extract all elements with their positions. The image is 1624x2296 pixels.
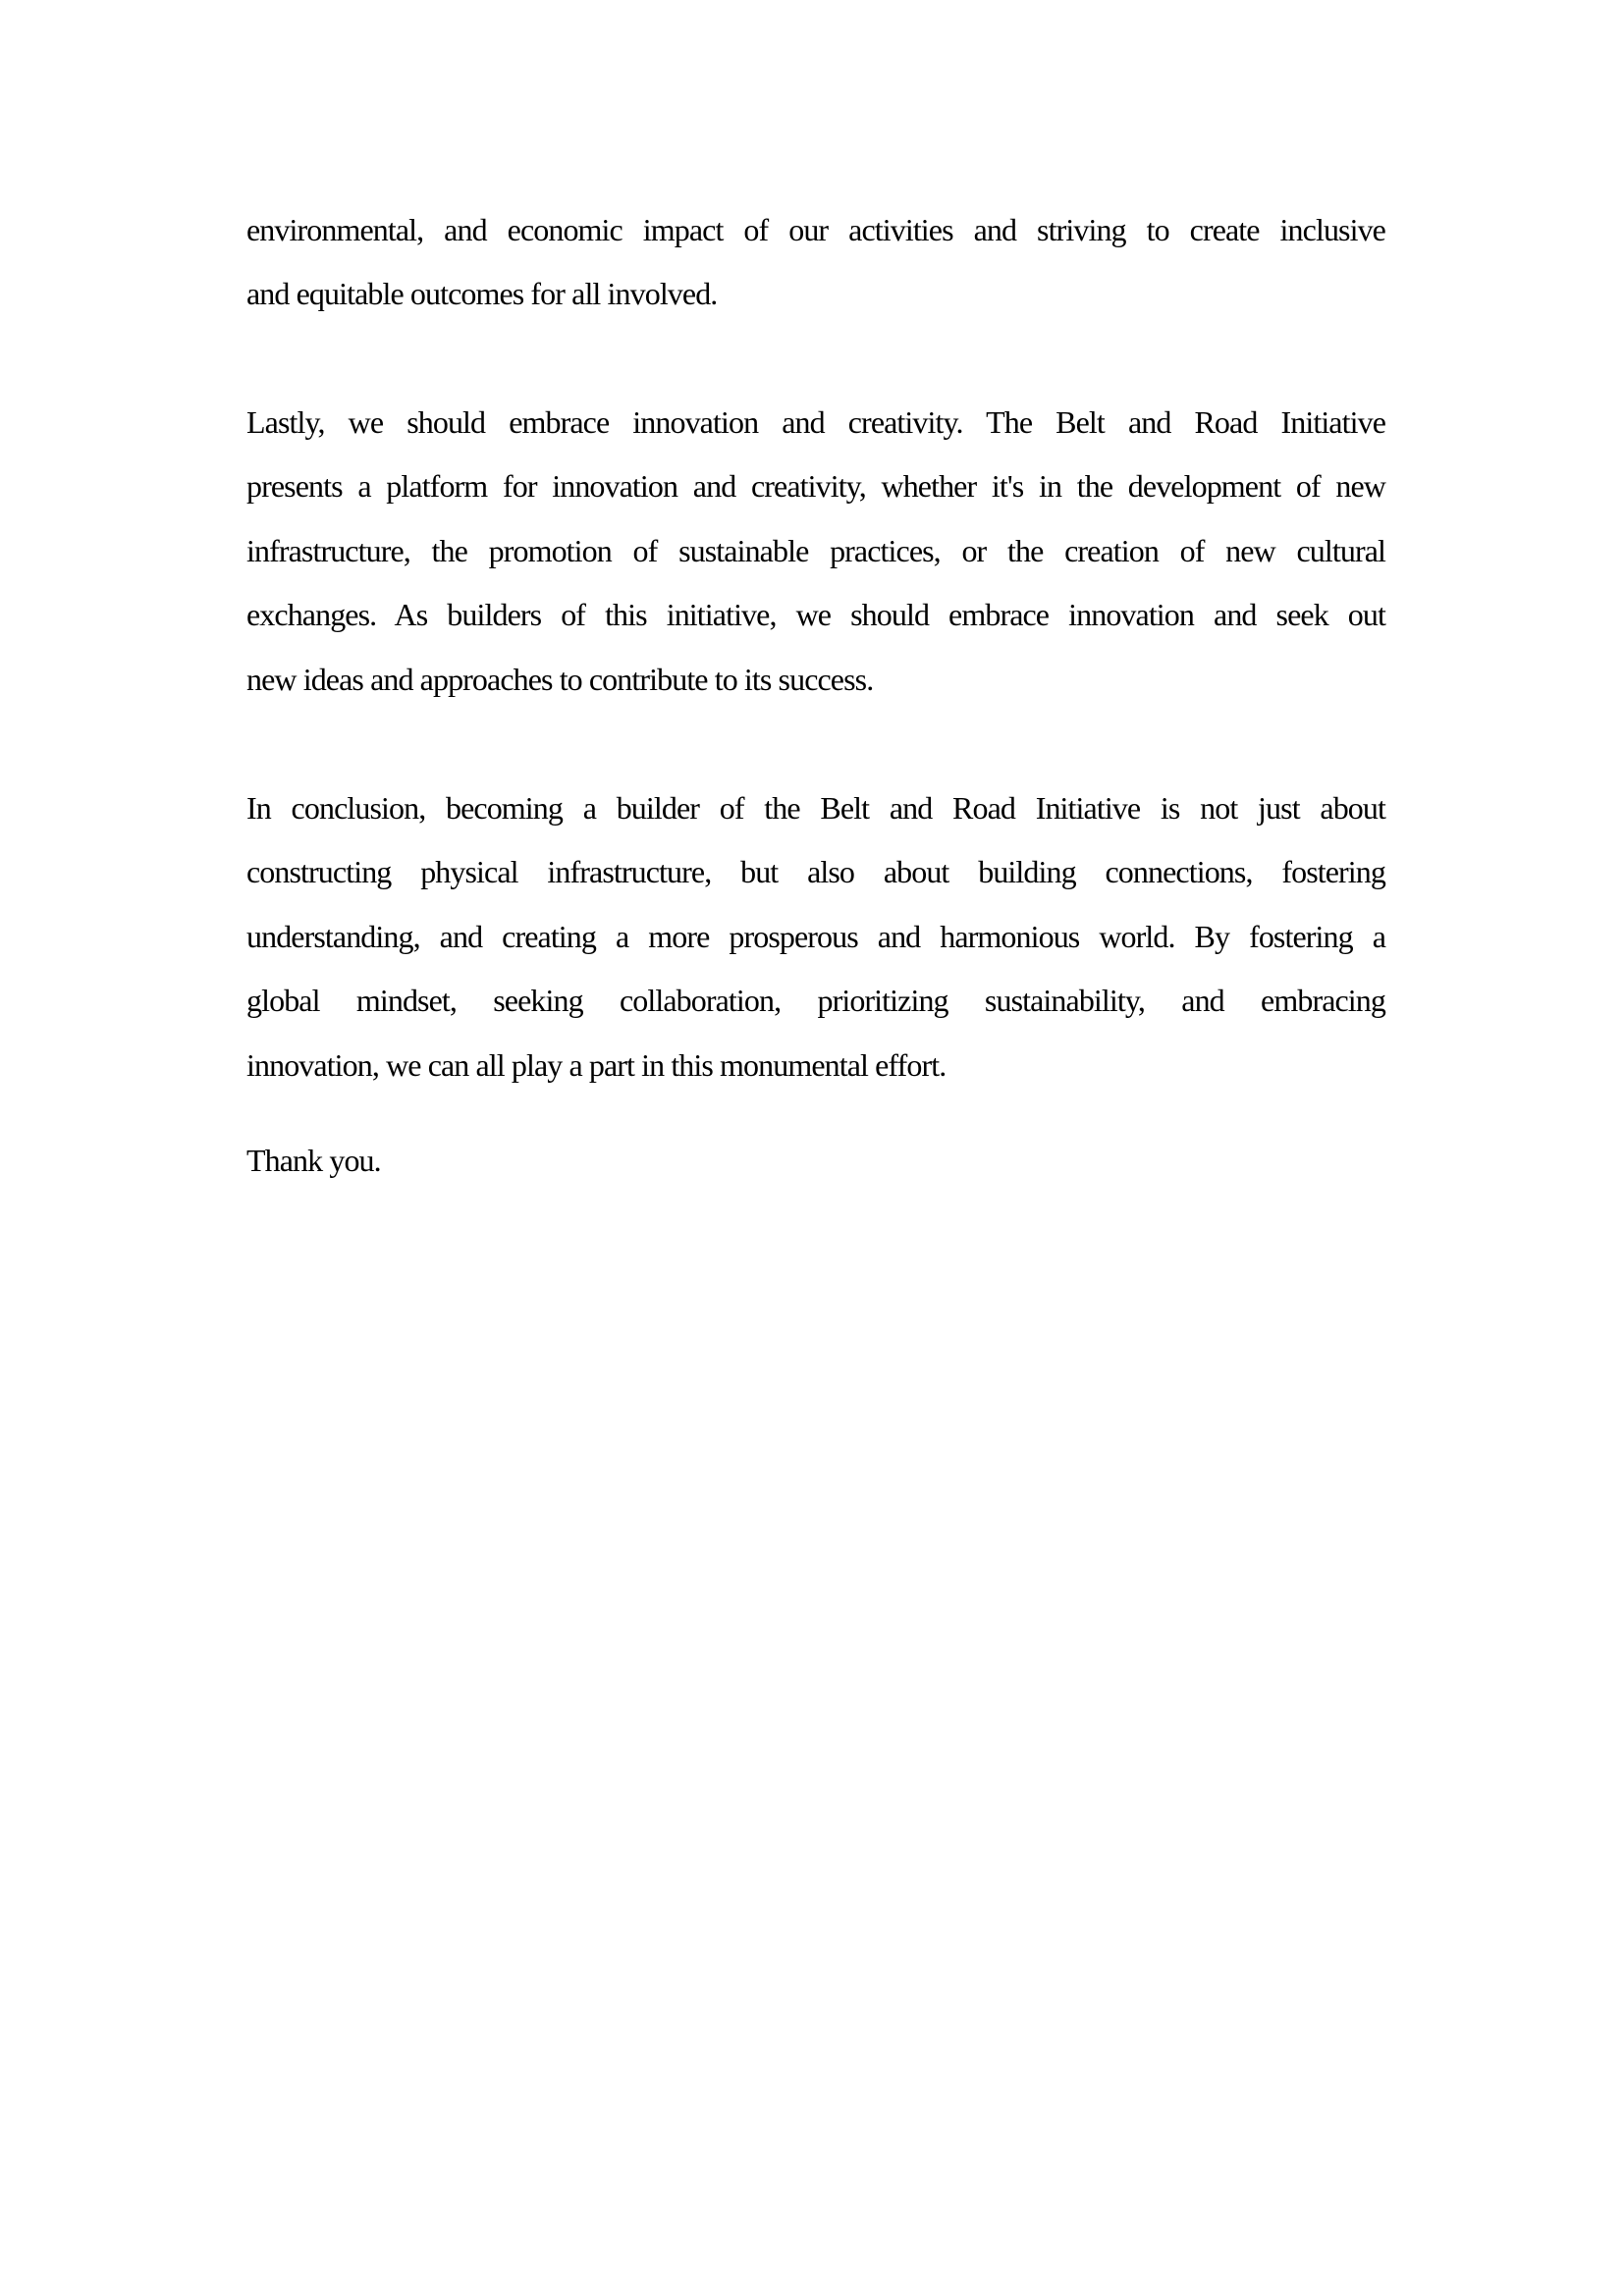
text-line-content: and equitable outcomes for all involved. xyxy=(246,276,718,312)
text-line-content: understanding, and creating a more prosperous and harmonious world. By fostering a xyxy=(246,918,1385,954)
text-line xyxy=(246,454,1385,518)
paragraph-closing xyxy=(246,1129,1385,1193)
text-line xyxy=(246,969,1385,1033)
text-line xyxy=(246,1034,1385,1097)
text-line-content: presents a platform for innovation and creativity, whether it's in the development of new xyxy=(246,468,1385,505)
paragraph-equitable-outcomes xyxy=(246,198,1385,327)
text-line-content: In conclusion, becoming a builder of the Belt and Road Initiative is not just about xyxy=(246,790,1385,826)
text-line xyxy=(246,519,1385,583)
closing-thank-you: Thank you. xyxy=(246,1143,381,1178)
text-line xyxy=(246,648,1385,712)
text-line-content: constructing physical infrastructure, but also about building connections, fostering xyxy=(246,854,1385,890)
text-line-content: infrastructure, the promotion of sustainable practices, or the creation of new cultural xyxy=(246,532,1385,568)
text-line-content: Lastly, we should embrace innovation and creativity. The Belt and Road Initiative xyxy=(246,404,1385,440)
text-line xyxy=(246,583,1385,647)
paragraph-innovation xyxy=(246,391,1385,712)
text-line xyxy=(246,776,1385,840)
text-line xyxy=(246,391,1385,454)
text-line xyxy=(246,1129,1385,1193)
paragraph-conclusion xyxy=(246,776,1385,1097)
text-line xyxy=(246,905,1385,969)
text-line xyxy=(246,262,1385,326)
text-line-content: innovation, we can all play a part in this monumental effort. xyxy=(246,1046,947,1083)
text-line xyxy=(246,840,1385,904)
text-line-content: new ideas and approaches to contribute to its success. xyxy=(246,661,874,697)
text-line-content: environmental, and economic impact of our activities and striving to create inclusive xyxy=(246,212,1385,247)
text-line xyxy=(246,198,1385,262)
text-line-content: global mindset, seeking collaboration, prioritizing sustainability, and embracing xyxy=(246,983,1385,1019)
text-line-content: exchanges. As builders of this initiative, we should embrace innovation and seek out xyxy=(246,597,1385,633)
